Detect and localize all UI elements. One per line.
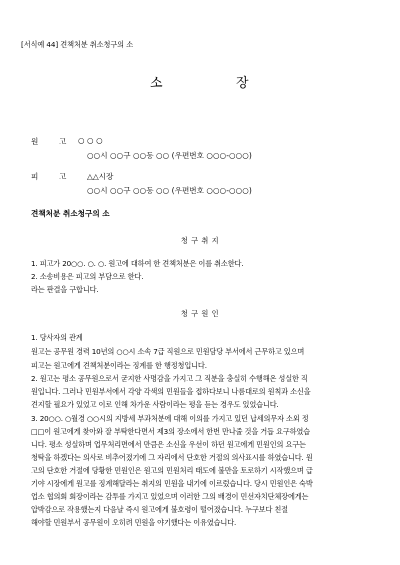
cause-line: 기야 시장에게 원고를 징계해달라는 취지의 민원을 내기에 이르렀습니다. 당시 민원인은 숙박 — [31, 479, 313, 488]
plaintiff-name: ○ ○ ○ — [78, 136, 103, 145]
title-char-jang: 장 — [236, 76, 249, 91]
defendant-address: ○○시 ○○구 ○○동 ○○ (우편번호 ○○○-○○○) — [87, 186, 252, 195]
claim-line: 1. 피고가 20○○. ○. ○. 원고에 대하여 한 견책처분은 이를 취소한다. — [31, 259, 244, 268]
cause-line: 업소 협의회 회장이라는 감투를 가지고 있었으며 이러한 그의 배경이 민선자치단체장에게는 — [31, 492, 309, 501]
cause-line: 견지할 필요가 있었고 이로 인해 차가운 사람이라는 평을 듣는 경우도 있었습니다. — [31, 400, 279, 409]
cause-line: 청탁을 하겠다는 의사로 비추어졌기에 그 자리에서 단호한 거절의 의사표시를 하였습니다. 원 — [31, 453, 313, 462]
cause-line: 고의 단호한 거절에 당황한 민원인은 원고의 민원처리 태도에 불만을 토로하기 시작했으며 급 — [31, 466, 313, 475]
defendant-name: △△시장 — [87, 172, 114, 181]
title-char-so: 소 — [150, 76, 163, 91]
case-name: 견책처분 취소청구의 소 — [31, 209, 110, 218]
cause-line: 피고는 원고에게 견책처분이라는 징계를 한 행정청입니다. — [31, 361, 207, 370]
claim-line: 2. 소송비용은 피고의 부담으로 한다. — [31, 272, 144, 281]
cause-line: 3. 20○○. ○월경 ○○시의 지방세 부과처분에 대해 이의를 가지고 있던 납세의무자 소외 정 — [31, 414, 309, 423]
cause-line: 원고는 공무원 경력 10년의 ○○시 소속 7급 직원으로 민원담당 부서에서 근무하고 있으며 — [31, 347, 305, 356]
cause-line: 니다. 평소 성실하며 업무처리면에서 만큼은 소신을 우선이 하던 원고에게 민원인의 요구는 — [31, 440, 306, 449]
plaintiff-address: ○○시 ○○구 ○○동 ○○ (우편번호 ○○○-○○○) — [87, 151, 252, 160]
claim-heading: 청 구 취 지 — [180, 236, 220, 245]
cause-line: □□이 원고에게 찾아와 잘 부탁한다면서 제3의 장소에서 한번 만나줄 것을 거듭 요구하였습 — [31, 427, 310, 436]
cause-line: 해야할 민원부서 공무원이 오히려 민원을 야기했다는 이유였습니다. — [31, 518, 237, 527]
cause-line: 원입니다. 그러나 민원부서에서 각양 각색의 민원들을 접하다보니 나름대로의 원칙과 소신을 — [31, 387, 311, 396]
defendant-label-a: 피 — [31, 172, 39, 181]
cause-heading: 청 구 원 인 — [180, 309, 220, 318]
plaintiff-label-a: 원 — [31, 137, 39, 146]
cause-line: 2. 원고는 평소 공무원으로서 굳지한 사명감을 가지고 그 직분을 충실히 수행해온 성실한 직 — [31, 374, 308, 383]
cause-line: 1. 당사자의 관계 — [31, 333, 83, 342]
cause-line: 압박감으로 작용했는지 다음날 즉시 원고에게 불호령이 떨어졌습니다. 누구보다 친절 — [31, 505, 288, 514]
form-label: [서식예 44] 견책처분 취소청구의 소 — [21, 40, 134, 49]
plaintiff-label-b: 고 — [59, 137, 67, 146]
claim-line: 라는 판결을 구합니다. — [31, 285, 99, 294]
defendant-label-b: 고 — [59, 172, 67, 181]
